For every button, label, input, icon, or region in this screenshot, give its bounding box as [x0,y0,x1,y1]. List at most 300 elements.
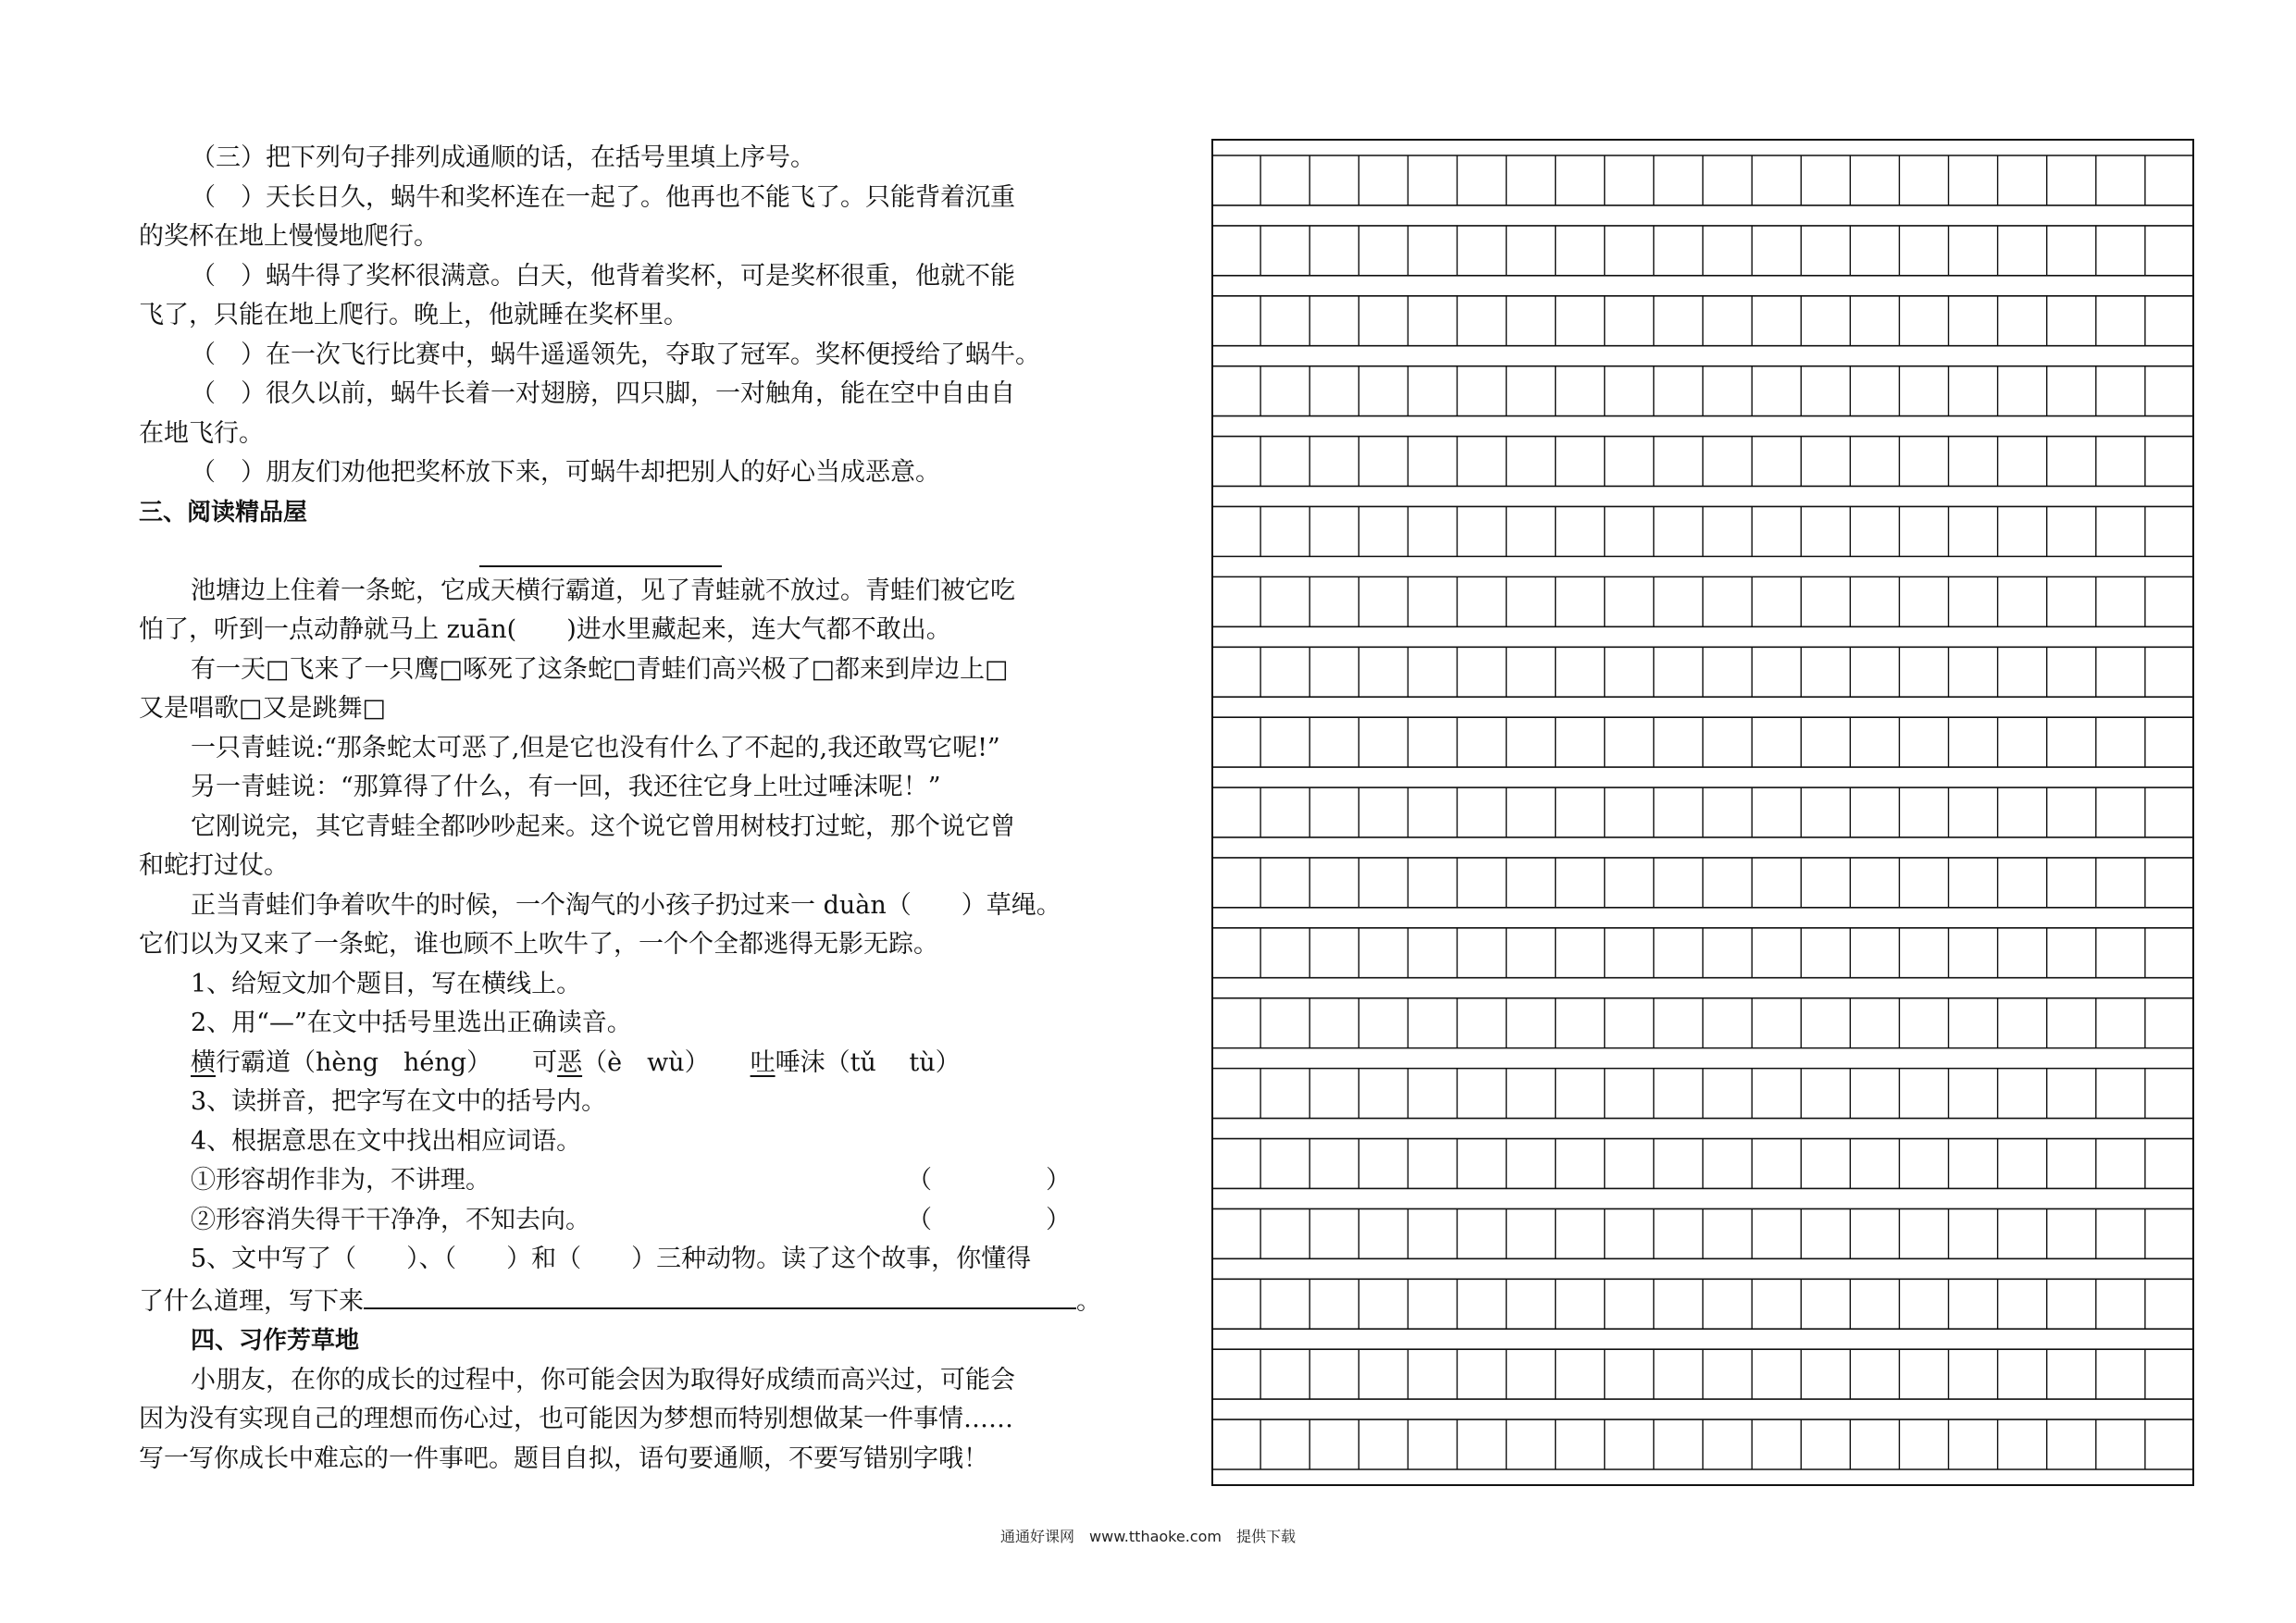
grid-cell[interactable] [1458,928,1507,978]
grid-cell[interactable] [1211,928,1260,978]
grid-cell[interactable] [1949,647,1998,697]
grid-cell[interactable] [1899,1208,1948,1258]
grid-cell[interactable] [1211,717,1260,767]
grid-cell[interactable] [1752,226,1801,276]
grid-cell[interactable] [1260,1419,1309,1469]
grid-cell[interactable] [1408,1069,1457,1119]
grid-cell[interactable] [2096,998,2145,1048]
grid-cell[interactable] [1654,1279,1703,1329]
grid-cell[interactable] [1211,1069,1260,1119]
composition-grid-svg[interactable] [1211,139,2194,1486]
grid-cell[interactable] [1899,366,1948,416]
grid-cell[interactable] [1801,1069,1850,1119]
grid-cell[interactable] [1458,1419,1507,1469]
grid-cell[interactable] [1408,1419,1457,1469]
grid-cell[interactable] [1458,1208,1507,1258]
grid-cell[interactable] [1801,1349,1850,1399]
grid-cell[interactable] [1850,1208,1899,1258]
grid-cell[interactable] [2047,1419,2096,1469]
grid-cell[interactable] [1998,226,2047,276]
grid-cell[interactable] [1703,155,1752,205]
grid-cell[interactable] [1260,506,1309,556]
grid-cell[interactable] [1359,506,1408,556]
grid-cell[interactable] [2096,1139,2145,1189]
grid-cell[interactable] [1752,787,1801,837]
grid-cell[interactable] [1850,858,1899,908]
grid-cell[interactable] [1211,296,1260,346]
grid-cell[interactable] [1949,576,1998,626]
grid-cell[interactable] [1605,155,1654,205]
grid-cell[interactable] [1359,155,1408,205]
q5-answer-line[interactable] [364,1280,1076,1309]
grid-cell[interactable] [1556,437,1605,487]
grid-cell[interactable] [1605,1279,1654,1329]
grid-cell[interactable] [1998,1139,2047,1189]
grid-cell[interactable] [1703,928,1752,978]
q2-option-2[interactable] [532,1048,709,1077]
grid-cell[interactable] [1458,1069,1507,1119]
grid-cell[interactable] [1801,928,1850,978]
grid-cell[interactable] [1801,1279,1850,1329]
grid-cell[interactable] [1752,647,1801,697]
grid-cell[interactable] [2145,647,2194,697]
grid-cell[interactable] [1703,296,1752,346]
grid-cell[interactable] [1949,437,1998,487]
q2-option-1[interactable] [191,1048,491,1077]
grid-cell[interactable] [1458,998,1507,1048]
grid-cell[interactable] [1556,1139,1605,1189]
grid-cell[interactable] [1260,787,1309,837]
grid-cell[interactable] [1998,296,2047,346]
grid-cell[interactable] [1752,1208,1801,1258]
grid-cell[interactable] [1309,437,1359,487]
grid-cell[interactable] [1507,576,1556,626]
grid-cell[interactable] [1507,1279,1556,1329]
grid-cell[interactable] [1654,1139,1703,1189]
grid-cell[interactable] [1260,647,1309,697]
grid-cell[interactable] [1801,1419,1850,1469]
grid-cell[interactable] [1605,928,1654,978]
grid-cell[interactable] [1556,1069,1605,1119]
grid-cell[interactable] [1703,998,1752,1048]
title-blank-line[interactable] [139,532,1101,572]
grid-cell[interactable] [1850,576,1899,626]
grid-cell[interactable] [2096,858,2145,908]
grid-cell[interactable] [1654,717,1703,767]
grid-cell[interactable] [1899,296,1948,346]
grid-cell[interactable] [1556,155,1605,205]
grid-cell[interactable] [1850,1139,1899,1189]
grid-cell[interactable] [1260,366,1309,416]
grid-cell[interactable] [2145,1139,2194,1189]
grid-cell[interactable] [1899,1069,1948,1119]
grid-cell[interactable] [1260,1139,1309,1189]
grid-cell[interactable] [1703,437,1752,487]
grid-cell[interactable] [1899,226,1948,276]
grid-cell[interactable] [1359,998,1408,1048]
grid-cell[interactable] [1507,1208,1556,1258]
grid-cell[interactable] [1998,506,2047,556]
grid-cell[interactable] [1752,858,1801,908]
grid-cell[interactable] [2145,998,2194,1048]
grid-cell[interactable] [1752,576,1801,626]
grid-cell[interactable] [1211,1419,1260,1469]
grid-cell[interactable] [1801,787,1850,837]
grid-cell[interactable] [2145,226,2194,276]
grid-cell[interactable] [1408,717,1457,767]
grid-cell[interactable] [1556,576,1605,626]
grid-cell[interactable] [1309,647,1359,697]
grid-cell[interactable] [1752,506,1801,556]
grid-cell[interactable] [1998,787,2047,837]
grid-cell[interactable] [1359,296,1408,346]
grid-cell[interactable] [2096,437,2145,487]
grid-cell[interactable] [1309,717,1359,767]
grid-cell[interactable] [1458,155,1507,205]
grid-cell[interactable] [2047,1349,2096,1399]
grid-cell[interactable] [1949,787,1998,837]
grid-cell[interactable] [1309,366,1359,416]
grid-cell[interactable] [1507,928,1556,978]
grid-cell[interactable] [2047,858,2096,908]
grid-cell[interactable] [1949,717,1998,767]
grid-cell[interactable] [1507,1419,1556,1469]
grid-cell[interactable] [1556,787,1605,837]
grid-cell[interactable] [1309,1349,1359,1399]
grid-cell[interactable] [1260,576,1309,626]
grid-cell[interactable] [1408,366,1457,416]
grid-cell[interactable] [2096,928,2145,978]
grid-cell[interactable] [1703,1279,1752,1329]
grid-cell[interactable] [1458,506,1507,556]
grid-cell[interactable] [1605,1419,1654,1469]
grid-cell[interactable] [1359,787,1408,837]
grid-cell[interactable] [1309,296,1359,346]
grid-cell[interactable] [1211,1279,1260,1329]
grid-cell[interactable] [1654,1069,1703,1119]
grid-cell[interactable] [1703,787,1752,837]
grid-cell[interactable] [1507,787,1556,837]
grid-cell[interactable] [1801,506,1850,556]
grid-cell[interactable] [1260,155,1309,205]
grid-cell[interactable] [1605,787,1654,837]
grid-cell[interactable] [2096,506,2145,556]
grid-cell[interactable] [1850,928,1899,978]
grid-cell[interactable] [1458,647,1507,697]
grid-cell[interactable] [1654,1349,1703,1399]
grid-cell[interactable] [1507,296,1556,346]
grid-cell[interactable] [2096,647,2145,697]
grid-cell[interactable] [1408,155,1457,205]
grid-cell[interactable] [1998,1069,2047,1119]
grid-cell[interactable] [1703,1208,1752,1258]
grid-cell[interactable] [1556,1279,1605,1329]
grid-cell[interactable] [2096,1069,2145,1119]
grid-cell[interactable] [1458,787,1507,837]
grid-cell[interactable] [2047,576,2096,626]
grid-cell[interactable] [1703,506,1752,556]
grid-cell[interactable] [1801,647,1850,697]
grid-cell[interactable] [1899,437,1948,487]
grid-cell[interactable] [1998,366,2047,416]
grid-cell[interactable] [1949,998,1998,1048]
grid-cell[interactable] [1949,1139,1998,1189]
grid-cell[interactable] [1408,928,1457,978]
grid-cell[interactable] [1998,1279,2047,1329]
grid-cell[interactable] [1260,1208,1309,1258]
grid-cell[interactable] [1260,717,1309,767]
grid-cell[interactable] [1998,858,2047,908]
grid-cell[interactable] [1458,1349,1507,1399]
grid-cell[interactable] [1408,1139,1457,1189]
grid-cell[interactable] [1359,1279,1408,1329]
grid-cell[interactable] [1654,366,1703,416]
q4-item-1-answer[interactable] [907,1161,1101,1201]
grid-cell[interactable] [1949,296,1998,346]
grid-cell[interactable] [1211,647,1260,697]
grid-cell[interactable] [1752,717,1801,767]
grid-cell[interactable] [1507,998,1556,1048]
grid-cell[interactable] [1211,998,1260,1048]
grid-cell[interactable] [2047,647,2096,697]
grid-cell[interactable] [1850,226,1899,276]
grid-cell[interactable] [2096,1279,2145,1329]
grid-cell[interactable] [1899,928,1948,978]
grid-cell[interactable] [1899,506,1948,556]
grid-cell[interactable] [1998,437,2047,487]
grid-cell[interactable] [2047,1208,2096,1258]
grid-cell[interactable] [1408,647,1457,697]
grid-cell[interactable] [1949,1349,1998,1399]
grid-cell[interactable] [1703,226,1752,276]
grid-cell[interactable] [1556,647,1605,697]
grid-cell[interactable] [1703,647,1752,697]
grid-cell[interactable] [1654,576,1703,626]
grid-cell[interactable] [1949,1419,1998,1469]
grid-cell[interactable] [1605,647,1654,697]
grid-cell[interactable] [1309,226,1359,276]
grid-cell[interactable] [1260,998,1309,1048]
grid-cell[interactable] [2047,998,2096,1048]
grid-cell[interactable] [1949,226,1998,276]
grid-cell[interactable] [1458,366,1507,416]
grid-cell[interactable] [1309,998,1359,1048]
grid-cell[interactable] [1507,1069,1556,1119]
grid-cell[interactable] [2145,576,2194,626]
grid-cell[interactable] [1507,506,1556,556]
grid-cell[interactable] [1899,155,1948,205]
grid-cell[interactable] [1949,506,1998,556]
grid-cell[interactable] [1556,226,1605,276]
grid-cell[interactable] [1507,226,1556,276]
grid-cell[interactable] [1556,858,1605,908]
grid-cell[interactable] [1703,1069,1752,1119]
grid-cell[interactable] [1850,296,1899,346]
grid-cell[interactable] [1458,1139,1507,1189]
grid-cell[interactable] [1605,366,1654,416]
grid-cell[interactable] [1801,576,1850,626]
grid-cell[interactable] [1211,155,1260,205]
grid-cell[interactable] [1949,1279,1998,1329]
grid-cell[interactable] [1752,1349,1801,1399]
grid-cell[interactable] [1998,1208,2047,1258]
grid-cell[interactable] [2096,366,2145,416]
grid-cell[interactable] [1801,998,1850,1048]
grid-cell[interactable] [1850,1069,1899,1119]
grid-cell[interactable] [1458,296,1507,346]
grid-cell[interactable] [2047,506,2096,556]
grid-cell[interactable] [1309,858,1359,908]
grid-cell[interactable] [2145,928,2194,978]
grid-cell[interactable] [1850,155,1899,205]
grid-cell[interactable] [2047,366,2096,416]
grid-cell[interactable] [1850,366,1899,416]
grid-cell[interactable] [1899,1139,1948,1189]
grid-cell[interactable] [1752,1139,1801,1189]
grid-cell[interactable] [2145,1208,2194,1258]
grid-cell[interactable] [1211,506,1260,556]
grid-cell[interactable] [1899,858,1948,908]
grid-cell[interactable] [1605,506,1654,556]
grid-cell[interactable] [1752,437,1801,487]
grid-cell[interactable] [1309,1208,1359,1258]
grid-cell[interactable] [1260,1349,1309,1399]
grid-cell[interactable] [2096,1349,2145,1399]
grid-cell[interactable] [1605,226,1654,276]
grid-cell[interactable] [1605,437,1654,487]
grid-cell[interactable] [1801,296,1850,346]
grid-cell[interactable] [1850,506,1899,556]
grid-cell[interactable] [1556,1419,1605,1469]
grid-cell[interactable] [2096,717,2145,767]
grid-cell[interactable] [1752,998,1801,1048]
grid-cell[interactable] [2145,787,2194,837]
grid-cell[interactable] [1359,1349,1408,1399]
grid-cell[interactable] [1359,1069,1408,1119]
grid-cell[interactable] [1556,717,1605,767]
grid-cell[interactable] [1408,787,1457,837]
grid-cell[interactable] [1556,296,1605,346]
grid-cell[interactable] [1507,366,1556,416]
grid-cell[interactable] [1654,437,1703,487]
grid-cell[interactable] [2047,1279,2096,1329]
grid-cell[interactable] [1260,1069,1309,1119]
grid-cell[interactable] [2096,226,2145,276]
grid-cell[interactable] [1556,366,1605,416]
grid-cell[interactable] [1408,576,1457,626]
grid-cell[interactable] [2145,437,2194,487]
grid-cell[interactable] [1801,437,1850,487]
grid-cell[interactable] [2145,506,2194,556]
grid-cell[interactable] [1703,366,1752,416]
grid-cell[interactable] [1654,928,1703,978]
grid-cell[interactable] [1752,296,1801,346]
grid-cell[interactable] [1211,1349,1260,1399]
grid-cell[interactable] [1998,998,2047,1048]
grid-cell[interactable] [1949,366,1998,416]
grid-cell[interactable] [2145,155,2194,205]
grid-cell[interactable] [1458,576,1507,626]
grid-cell[interactable] [1408,296,1457,346]
grid-cell[interactable] [1458,1279,1507,1329]
grid-cell[interactable] [1260,226,1309,276]
grid-cell[interactable] [1359,1139,1408,1189]
grid-cell[interactable] [1801,226,1850,276]
grid-cell[interactable] [1359,576,1408,626]
grid-cell[interactable] [1850,437,1899,487]
grid-cell[interactable] [1899,1419,1948,1469]
grid-cell[interactable] [1408,998,1457,1048]
grid-cell[interactable] [1801,366,1850,416]
grid-cell[interactable] [1850,1279,1899,1329]
grid-cell[interactable] [1998,928,2047,978]
grid-cell[interactable] [1260,928,1309,978]
grid-cell[interactable] [1408,858,1457,908]
grid-cell[interactable] [1899,998,1948,1048]
grid-cell[interactable] [1703,717,1752,767]
grid-cell[interactable] [1359,437,1408,487]
grid-cell[interactable] [1408,226,1457,276]
grid-cell[interactable] [1998,647,2047,697]
grid-cell[interactable] [1605,858,1654,908]
grid-cell[interactable] [1654,998,1703,1048]
grid-cell[interactable] [1998,155,2047,205]
grid-cell[interactable] [1998,717,2047,767]
q4-item-2-answer[interactable] [907,1201,1101,1241]
grid-cell[interactable] [1752,366,1801,416]
grid-cell[interactable] [1654,858,1703,908]
grid-cell[interactable] [1752,928,1801,978]
grid-cell[interactable] [1605,1139,1654,1189]
grid-cell[interactable] [1899,576,1948,626]
grid-cell[interactable] [1211,366,1260,416]
grid-cell[interactable] [1507,155,1556,205]
grid-cell[interactable] [1309,1069,1359,1119]
grid-cell[interactable] [1899,647,1948,697]
grid-cell[interactable] [1654,506,1703,556]
grid-cell[interactable] [1654,1419,1703,1469]
grid-cell[interactable] [1605,576,1654,626]
grid-cell[interactable] [2047,296,2096,346]
grid-cell[interactable] [1211,226,1260,276]
grid-cell[interactable] [1801,155,1850,205]
grid-cell[interactable] [1359,858,1408,908]
grid-cell[interactable] [2096,1419,2145,1469]
grid-cell[interactable] [1309,506,1359,556]
grid-cell[interactable] [1752,155,1801,205]
grid-cell[interactable] [1260,296,1309,346]
grid-cell[interactable] [1850,1349,1899,1399]
grid-cell[interactable] [1703,576,1752,626]
grid-cell[interactable] [1703,1139,1752,1189]
grid-cell[interactable] [1408,437,1457,487]
grid-cell[interactable] [1654,296,1703,346]
grid-cell[interactable] [1309,576,1359,626]
grid-cell[interactable] [1949,155,1998,205]
grid-cell[interactable] [2047,437,2096,487]
grid-cell[interactable] [1211,437,1260,487]
grid-cell[interactable] [2047,1069,2096,1119]
grid-cell[interactable] [2145,296,2194,346]
grid-cell[interactable] [1359,1208,1408,1258]
grid-cell[interactable] [2096,576,2145,626]
grid-cell[interactable] [1309,1139,1359,1189]
grid-cell[interactable] [1507,1349,1556,1399]
grid-cell[interactable] [1309,1419,1359,1469]
grid-cell[interactable] [1309,155,1359,205]
grid-cell[interactable] [1458,717,1507,767]
grid-cell[interactable] [1949,1069,1998,1119]
